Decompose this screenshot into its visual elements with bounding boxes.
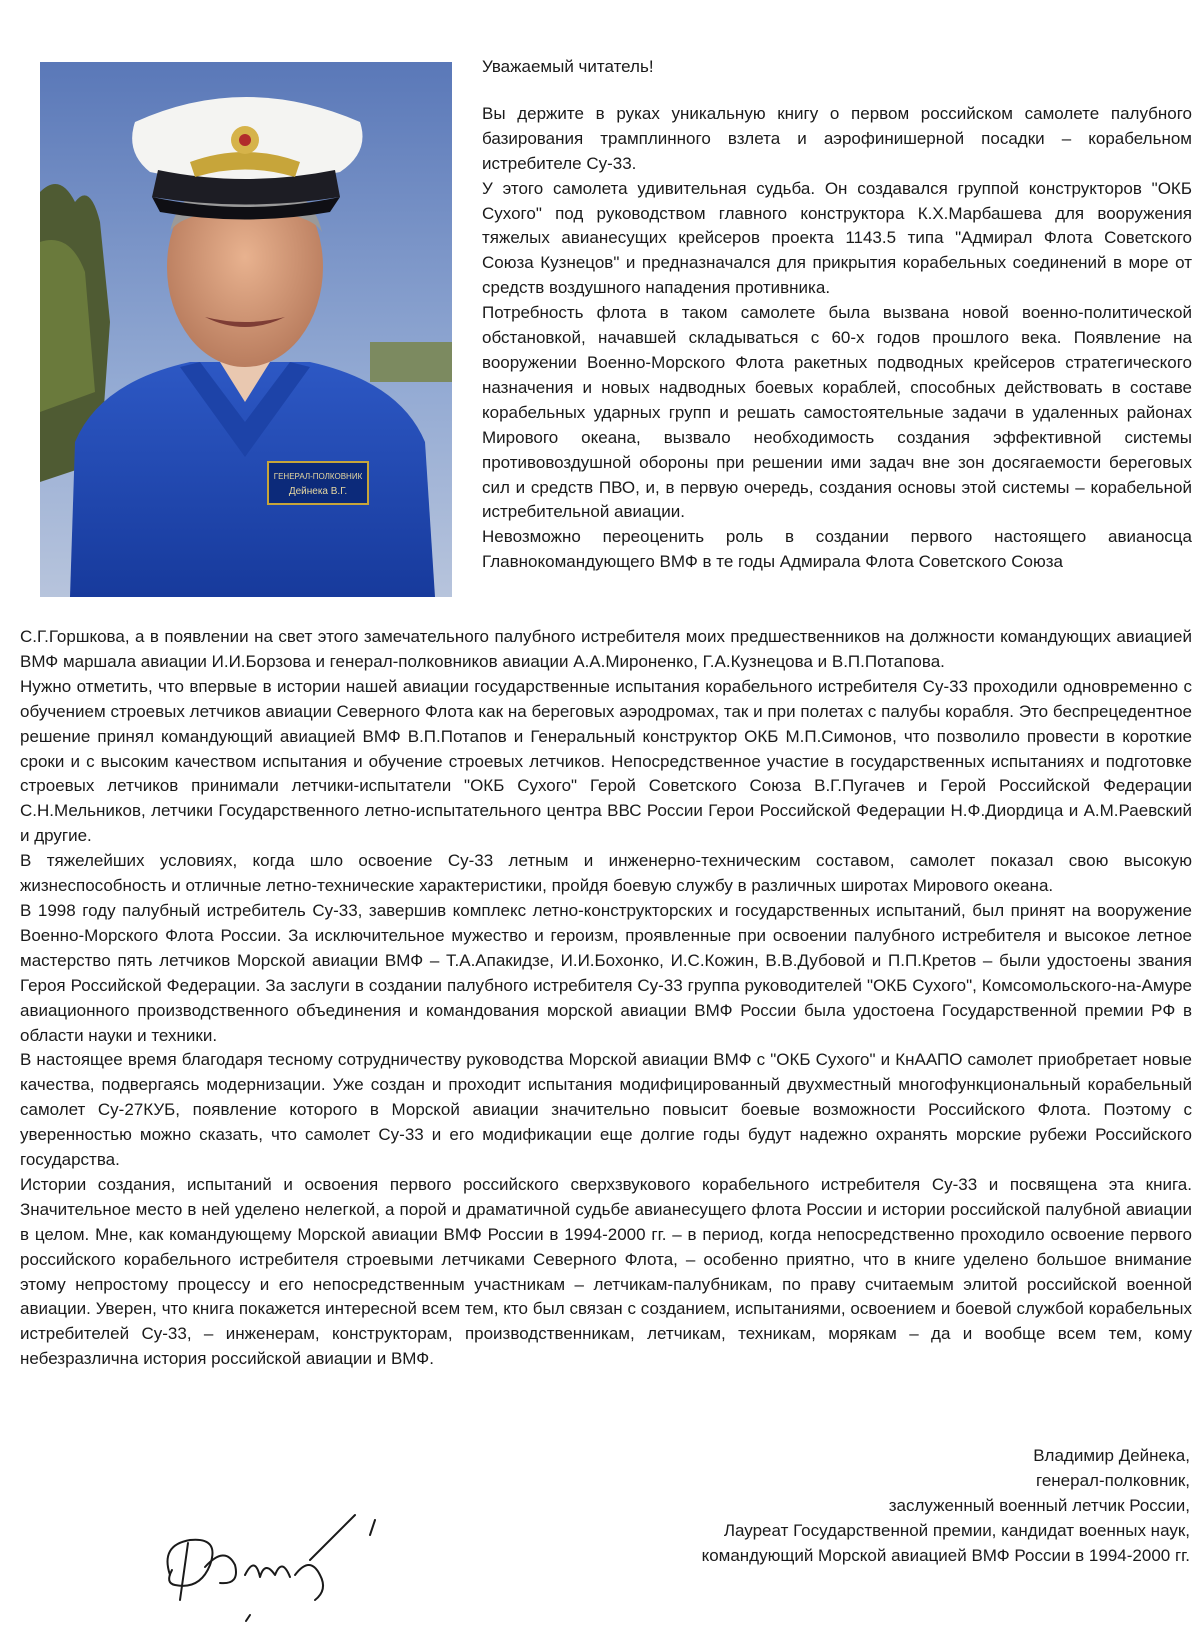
name-tag-line1: ГЕНЕРАЛ-ПОЛКОВНИК (273, 472, 363, 481)
name-tag-line2: Дейнека В.Г. (288, 486, 348, 497)
salutation: Уважаемый читатель! (482, 57, 654, 76)
paragraph: С.Г.Горшкова, а в появлении на свет этого замечательного палубного истребителя моих предшественников на должности командующих авиацией ВМФ маршала авиации И.И.Борзова и генерал-полковников авиации А.А.Мироненко, Г.А.Кузнецова и В.П.Потапова. (20, 627, 1192, 671)
signer-position: командующий Морской авиацией ВМФ России в 1994-2000 гг. (701, 1546, 1190, 1565)
paragraph: Невозможно переоценить роль в создании первого настоящего авианосца Главнокомандующего ВМФ в те годы Адмирала Флота Советского Союза (482, 527, 1192, 572)
portrait-photo (40, 62, 452, 597)
letter-right-column (482, 55, 1192, 575)
paragraph: У этого самолета удивительная судьба. Он создавался группой конструкторов "ОКБ Сухого" под руководством главного конструктора К.Х.Марбашева для вооружения тяжелых авианесущих крейсеров проекта 1143.5 типа "Адмирал Флота Советского Союза Кузнецов" и предназначался для прикрытия корабельных соединений в море от средств воздушного нападения противника. (482, 178, 1192, 298)
paragraph: В тяжелейших условиях, когда шло освоение Су-33 летным и инженерно-техническим составом, самолет показал свою высокую жизнеспособность и отличные летно-технические характеристики, пройдя боевую службу в различных широтах Мирового океана. (20, 851, 1192, 896)
handwritten-signature (150, 1505, 400, 1625)
paragraph: Истории создания, испытаний и освоения первого российского сверхзвукового корабельного истребителя Су-33 и посвящена эта книга. Значительное место в ней уделено нелегкой, а порой и драматичной судьбе авианесущего флота России и истории российской палубной авиации в целом. Мне, как командующему Морской авиации ВМФ России в 1994-2000 гг. – в период, когда непосредственно проходило освоение первого российского корабельного истребителя строевыми летчиками Северного Флота, – особенно приятно, что в книге уделено большое внимание этому непростому процессу и его непосредственным участникам – летчикам-палубникам, по праву считаемым элитой российской военной авиации. Уверен, что книга покажется интересной всем тем, кто был связан с созданием, испытаниями, освоением и боевой службой корабельных истребителей Су-33, – инженерам, конструкторам, производственникам, летчикам, техникам, морякам – да и вообще всем тем, кому небезразлична история российской авиации и ВМФ. (20, 1174, 1192, 1369)
signer-rank: генерал-полковник, (1036, 1471, 1190, 1490)
signer-degrees: Лауреат Государственной премии, кандидат военных наук, (723, 1521, 1190, 1540)
paragraph: Потребность флота в таком самолете была вызвана новой военно-политической обстановкой, начавшей складываться с 60-х годов прошлого века. Появление на вооружении Военно-Морского Флота ракетных подводных крейсеров стратегического назначения и новых надводных боевых кораблей, способных действовать в составе корабельных ударных групп и решать самостоятельные задачи в удаленных районах Мирового океана, вызвало необходимость создания эффективной системы противовоздушной обороны при решении ими задач вне зон досягаемости береговых сил и средств ПВО, и, в первую очередь, создания основы этой системы – корабельной истребительной авиации. (482, 303, 1192, 522)
paragraph: В настоящее время благодаря тесному сотрудничеству руководства Морской авиации ВМФ с "ОКБ Сухого" и КнААПО самолет приобретает новые качества, подвергаясь модернизации. Уже создан и проходит испытания модифицированный двухместный многофункциональный корабельный самолет Су-27КУБ, появление которого в Морской авиации значительно повысит боевые возможности Российского Флота. Поэтому с уверенностью можно сказать, что самолет Су-33 и его модификации еще долгие годы будут надежно охранять морские рубежи Российского государства. (20, 1050, 1192, 1170)
portrait-illustration (40, 62, 452, 597)
signer-honor: заслуженный военный летчик России, (888, 1496, 1190, 1515)
paragraph: Вы держите в руках уникальную книгу о первом российском самолете палубного базирования трамплинного взлета и аэрофинишерной посадки – корабельном истребителе Су-33. (482, 103, 1192, 173)
paragraph: В 1998 году палубный истребитель Су-33, завершив комплекс летно-конструкторских и государственных испытаний, был принят на вооружение Военно-Морского Флота России. За исключительное мужество и героизм, проявленные при освоении палубного истребителя и высокое летное мастерство пять летчиков Морской авиации ВМФ – Т.А.Апакидзе, И.И.Бохонко, И.С.Кожин, В.В.Дубовой и П.П.Кретов – были удостоены звания Героя Российской Федерации. За заслуги в создании палубного истребителя Су-33 группа руководителей "ОКБ Сухого", Комсомольского-на-Амуре авиационного производственного объединения и командования морской авиации ВМФ России была удостоена Государственной премии РФ в области науки и техники. (20, 900, 1192, 1045)
signature-block (550, 1443, 1190, 1568)
paragraph: Нужно отметить, что впервые в истории нашей авиации государственные испытания корабельного истребителя Су-33 проходили одновременно с обучением строевых летчиков авиации Северного Флота как на береговых аэродромах, так и при полетах с палубы корабля. Это беспрецедентное решение принял командующий авиацией ВМФ В.П.Потапов и Генеральный конструктор ОКБ М.П.Симонов, что позволило провести в короткие сроки и с высоким качеством испытания и обучение строевых летчиков. Непосредственное участие в государственных испытаниях и подготовке строевых летчиков принимали летчики-испытатели "ОКБ Сухого" Герой Советского Союза В.Г.Пугачев и Герой Российской Федерации С.Н.Мельников, летчики Государственного летно-испытательного центра ВВС России Герои Российской Федерации Н.Ф.Диордица и А.М.Раевский и другие. (20, 676, 1192, 846)
signer-name: Владимир Дейнека, (1033, 1446, 1190, 1465)
letter-full-width-body (20, 625, 1192, 1372)
